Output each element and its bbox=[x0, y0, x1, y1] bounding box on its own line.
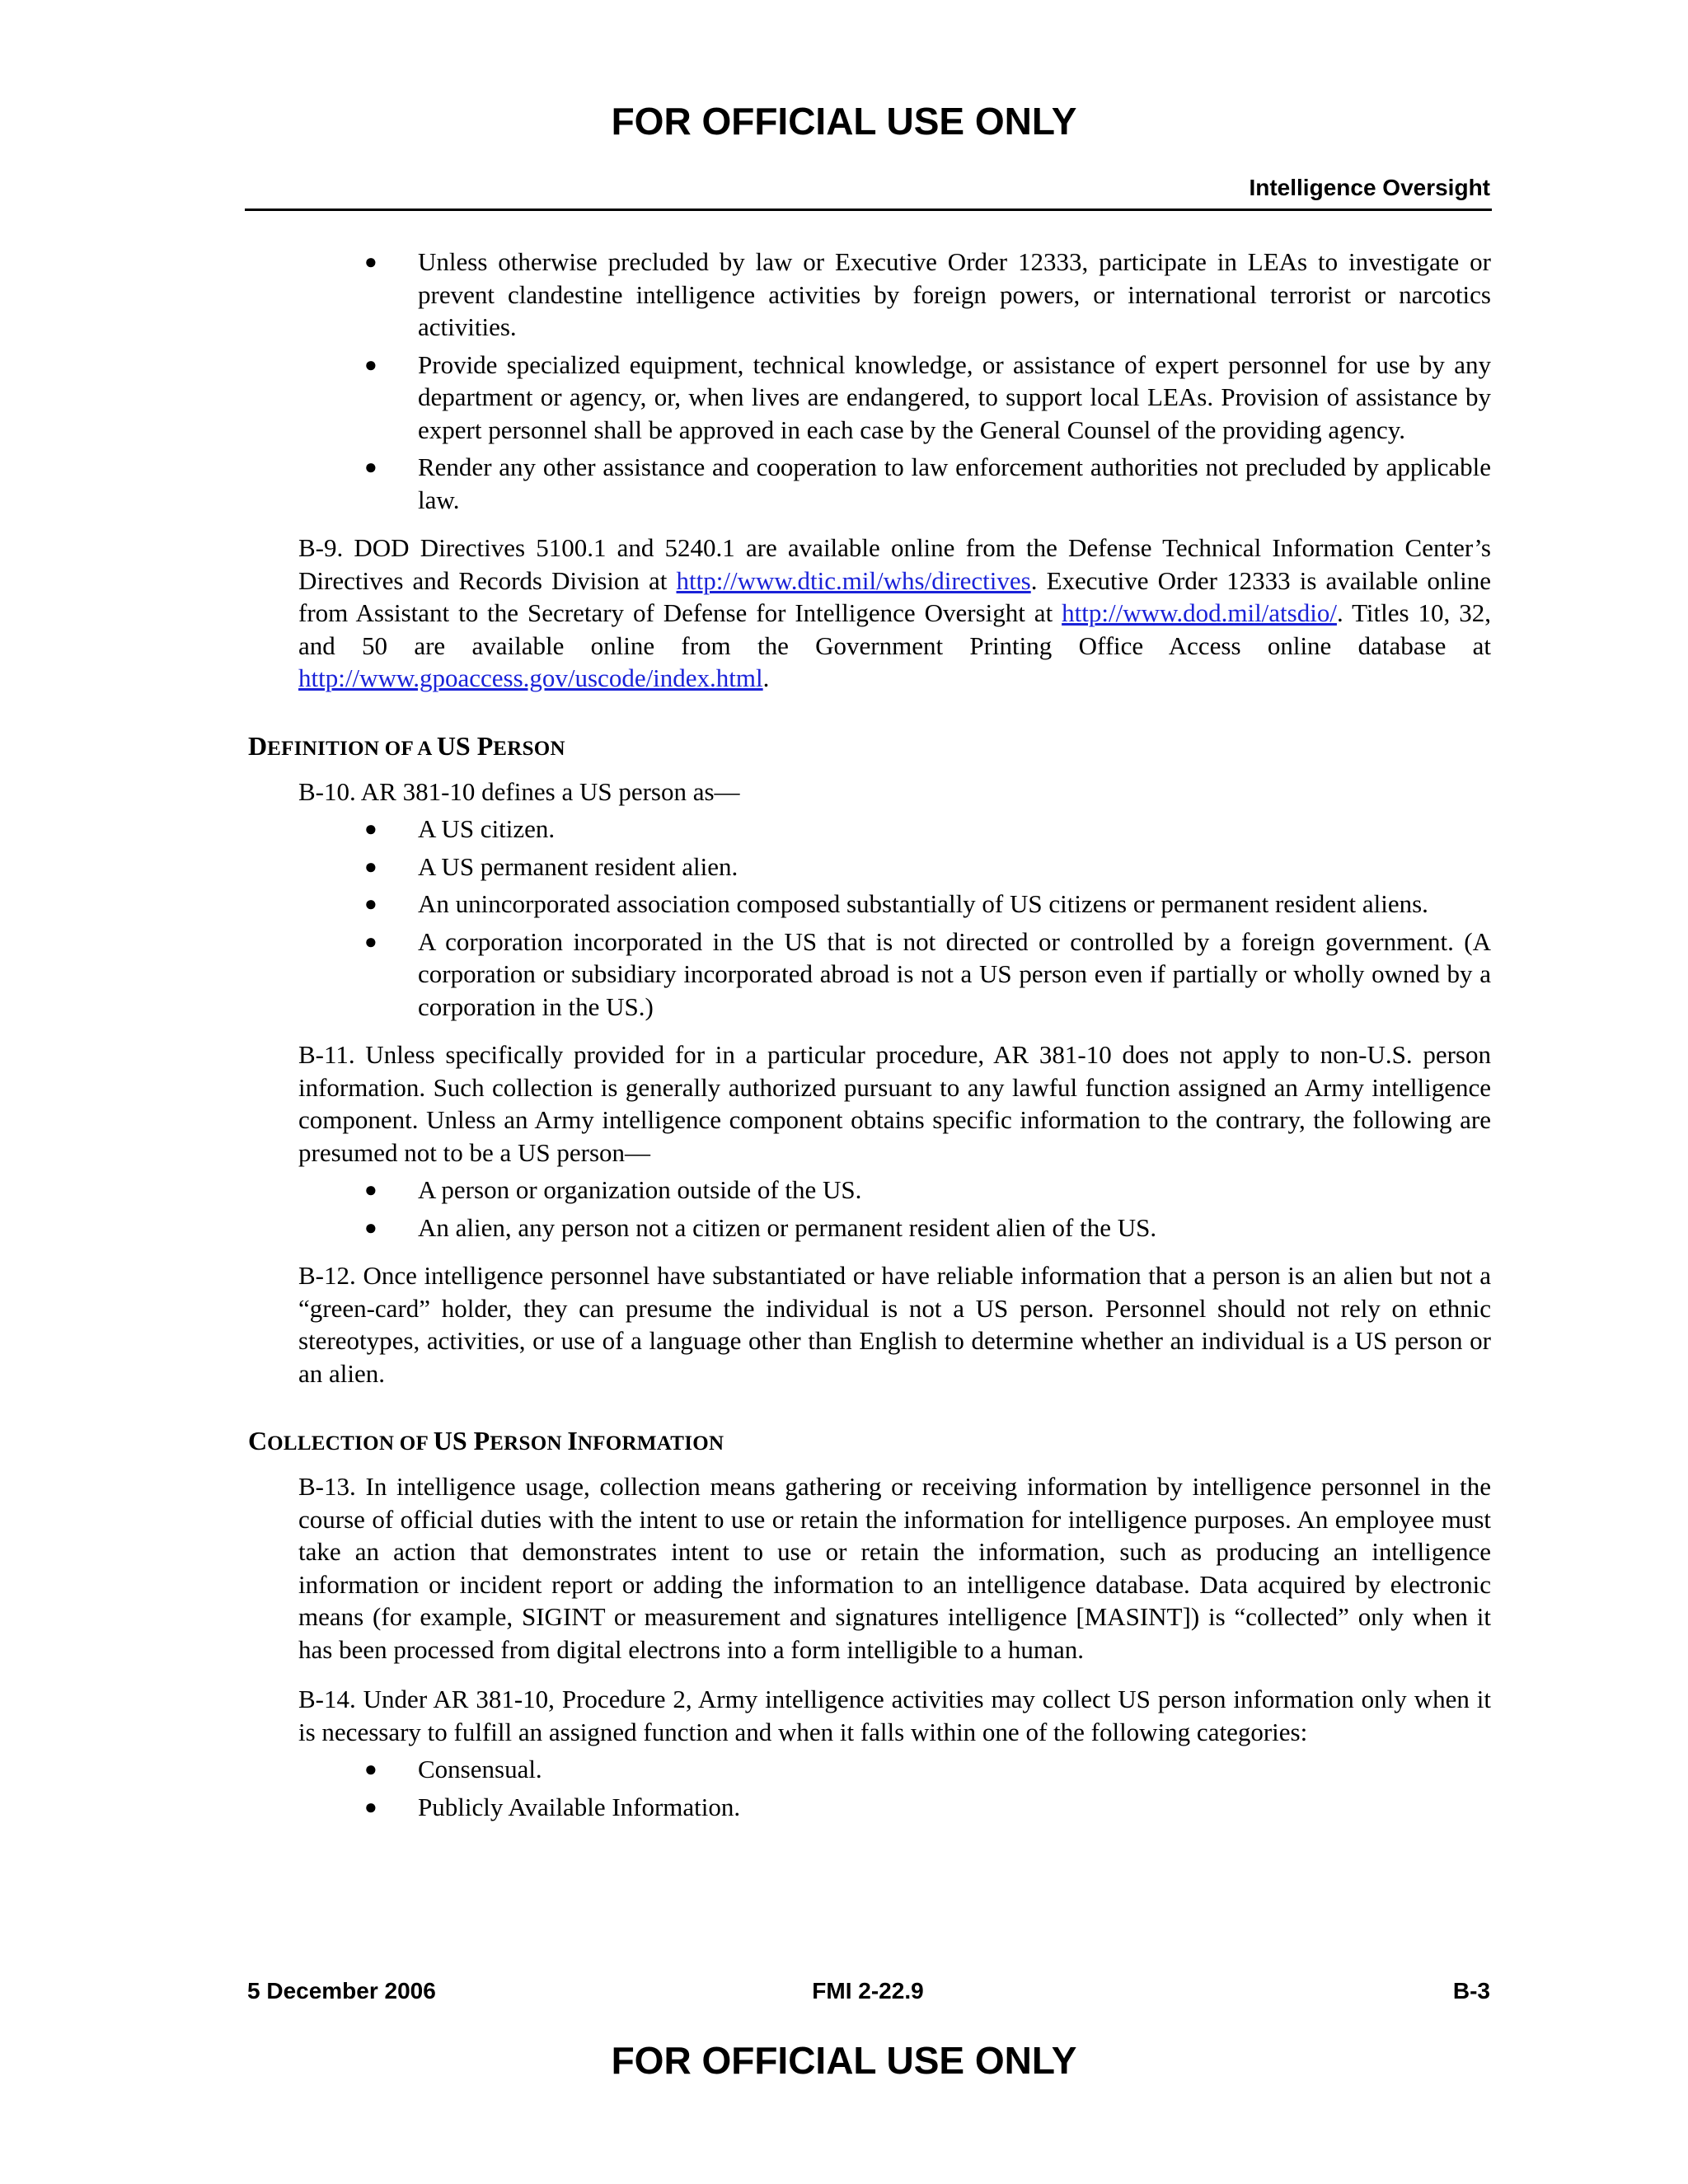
bullet-icon: ● bbox=[364, 1794, 377, 1819]
list-item: ● Consensual. bbox=[298, 1753, 1491, 1786]
bullet-list-assistance bbox=[298, 246, 1491, 516]
bullet-icon: ● bbox=[364, 892, 377, 916]
paragraph-b14: B-14. Under AR 381-10, Procedure 2, Army intelligence activities may collect US person information only when it is necessary to fulfill an assigned function and when it falls within one of the following categories: bbox=[298, 1685, 1491, 1746]
paragraph-b10: B-10. AR 381-10 defines a US person as— bbox=[298, 776, 740, 806]
list-item: ● An alien, any person not a citizen or permanent resident alien of the US. bbox=[298, 1212, 1491, 1244]
bullet-list-us-person bbox=[298, 813, 1491, 1023]
bullet-list-collection-categories bbox=[298, 1753, 1491, 1823]
list-item: ● A corporation incorporated in the US that is not directed or controlled by a foreign government. (A corporation or subsidiary incorporated abroad is not a US person even if partially or wholly owned by a corporation in the US.) bbox=[364, 926, 1491, 1021]
list-item: ● Unless otherwise precluded by law or Executive Order 12333, participate in LEAs to investigate or prevent clandestine intelligence activities by foreign powers, or international terrorist or narcotics activities. bbox=[364, 247, 1491, 341]
running-header: Intelligence Oversight bbox=[1249, 175, 1490, 200]
footer-document-number: FMI 2-22.9 bbox=[812, 1978, 924, 2004]
paragraph-b13: B-13. In intelligence usage, collection means gathering or receiving information by intelligence personnel in the course of official duties with the intent to use or retain the information for intelligence purposes. An employee must take an action that demonstrates intent to use or retain the information, such as producing an intelligence information or incident report or adding the information to an intelligence database. Data acquired by electronic means (for example, SIGINT or measurement and signatures intelligence [MASINT]) is “collected” only when it has been processed from digital electrons into a form intelligible to a human. bbox=[298, 1472, 1491, 1664]
list-item: ● Publicly Available Information. bbox=[298, 1791, 1491, 1824]
list-item: ● Render any other assistance and cooperation to law enforcement authorities not precluded by applicable law. bbox=[364, 452, 1491, 514]
list-item: ● A US citizen. bbox=[298, 813, 1491, 846]
classification-banner-bottom: FOR OFFICIAL USE ONLY bbox=[611, 2039, 1077, 2082]
heading-definition-of-us-person: DEFINITION OF A US PERSON bbox=[248, 730, 565, 761]
bullet-icon: ● bbox=[364, 352, 377, 377]
footer-date: 5 December 2006 bbox=[247, 1978, 436, 2004]
paragraph-b9: B-9. DOD Directives 5100.1 and 5240.1 are available online from the Defense Technical Information Center’s Directives and Records Division at http://www.dtic.mil/whs/directives. Executive Order 12333 is available online from Assistant to the Secretary of Defense for Intelligence Oversight at http://www.dod.mil/atsdio/. Titles 10, 32, and 50 are available online from the Government Printing Office Access online database at http://www.gpoaccess.gov/uscode/index.html. bbox=[298, 533, 1491, 692]
document-body bbox=[248, 246, 1491, 1839]
list-item: ● An unincorporated association composed substantially of US citizens or permanent resident aliens. bbox=[298, 888, 1491, 921]
link-dtic-directives[interactable]: http://www.dtic.mil/whs/directives bbox=[676, 565, 1031, 595]
page-footer bbox=[246, 1978, 1490, 2006]
footer-page-number: B-3 bbox=[1452, 1978, 1490, 2004]
list-item: ● A person or organization outside of the US. bbox=[298, 1174, 1491, 1207]
bullet-icon: ● bbox=[364, 1757, 377, 1781]
paragraph-b11: B-11. Unless specifically provided for in a particular procedure, AR 381-10 does not apply to non-U.S. person information. Such collection is generally authorized pursuant to any lawful function assigned an Army intelligence component. Unless an Army intelligence component obtains specific information to the contrary, the following are presumed not to be a US person— bbox=[298, 1040, 1491, 1167]
heading-collection-of-us-person-information: COLLECTION OF US PERSON INFORMATION bbox=[248, 1426, 724, 1455]
bullet-icon: ● bbox=[364, 854, 377, 879]
bullet-icon: ● bbox=[364, 817, 377, 841]
link-dod-atsdio[interactable]: http://www.dod.mil/atsdio/ bbox=[1062, 598, 1337, 627]
link-gpoaccess-uscode[interactable]: http://www.gpoaccess.gov/uscode/index.html bbox=[298, 663, 763, 692]
list-item: ● A US permanent resident alien. bbox=[298, 851, 1491, 883]
bullet-list-presumed-not-us-person bbox=[298, 1174, 1491, 1244]
bullet-icon: ● bbox=[364, 1178, 377, 1202]
header-rule bbox=[245, 209, 1492, 211]
bullet-icon: ● bbox=[364, 250, 377, 274]
bullet-icon: ● bbox=[364, 1215, 377, 1240]
paragraph-b12: B-12. Once intelligence personnel have substantiated or have reliable information that a person is an alien but not a “green-card” holder, they can presume the individual is not a US person. Personnel should not rely on ethnic stereotypes, activities, or use of a language other than English to determine whether an individual is a US person or an alien. bbox=[298, 1261, 1491, 1388]
bullet-icon: ● bbox=[364, 455, 377, 479]
classification-banner-top: FOR OFFICIAL USE ONLY bbox=[611, 100, 1077, 143]
bullet-icon: ● bbox=[364, 929, 377, 954]
list-item: ● Provide specialized equipment, technical knowledge, or assistance of expert personnel for use by any department or agency, or, when lives are endangered, to support local LEAs. Provision of assistance by expert personnel shall be approved in each case by the General Counsel of the providing agency. bbox=[364, 349, 1491, 444]
